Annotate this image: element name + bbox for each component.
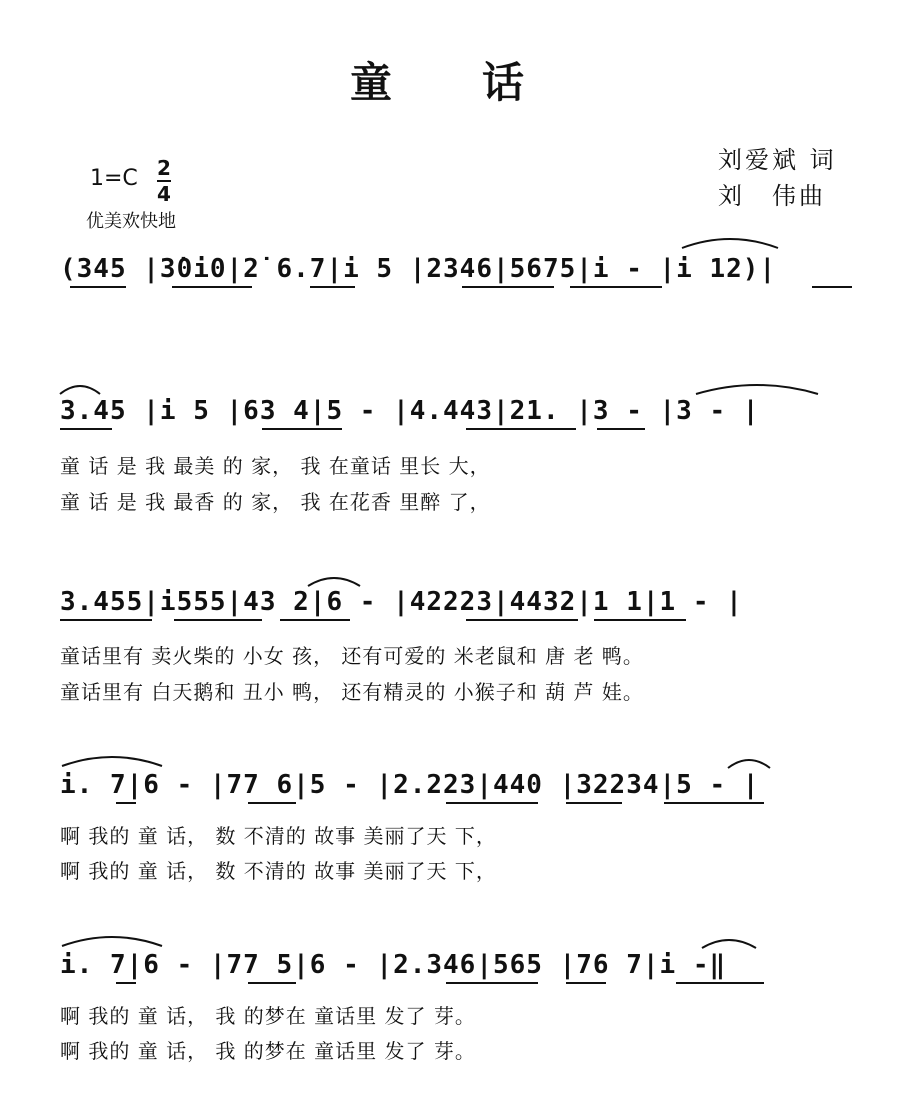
lyric-3-verse-1: 童话里有 卖火柴的 小女 孩， 还有可爱的 米老鼠和 唐 老 鸭。 [60, 644, 644, 668]
time-numerator: 2 [157, 156, 171, 180]
slur-line-5a [60, 932, 164, 948]
slur-line-5b [700, 934, 758, 950]
lyric-5-verse-1: 啊 我的 童 话， 我 的梦在 童话里 发了 芽。 [60, 1004, 476, 1028]
tempo-marking: 优美欢快地 [86, 211, 176, 232]
composer-credit: 刘 伟曲 [718, 182, 826, 210]
lyric-4-verse-1: 啊 我的 童 话， 数 不清的 故事 美丽了天 下， [60, 824, 497, 848]
notation-line-2: 3.45 |i 5 |63 4|5 - |4.443|21. |3 - |3 - | [60, 396, 760, 426]
notation-line-3: 3.455|i555|43 2|6 - |42223|4432|1 1|1 - | [60, 587, 743, 617]
slur-line-2a [58, 380, 102, 396]
slur-line-3 [306, 572, 362, 588]
lyricist-credit: 刘爱斌 词 [718, 146, 837, 174]
lyric-3-verse-2: 童话里有 白天鹅和 丑小 鸭， 还有精灵的 小猴子和 葫 芦 娃。 [60, 680, 644, 704]
notation-line-1: (345 |3̇0i0|2̇ 6.7|i 5 |2346|5675|i - |i 12)| [60, 254, 777, 284]
slur-line-2b [694, 380, 820, 396]
song-title: 童 话 [350, 58, 527, 107]
lyric-2-verse-2: 童 话 是 我 最香 的 家， 我 在花香 里醉 了， [60, 490, 491, 514]
lyric-5-verse-2: 啊 我的 童 话， 我 的梦在 童话里 发了 芽。 [60, 1039, 476, 1063]
time-denominator: 4 [157, 182, 171, 206]
slur-line-1 [680, 234, 780, 250]
lyric-4-verse-2: 啊 我的 童 话， 数 不清的 故事 美丽了天 下， [60, 859, 497, 883]
time-signature [157, 157, 171, 205]
key-signature: 1=C [90, 166, 138, 191]
notation-line-5: i. 7|6 - |77 5|6 - |2.346|565 |76 7|i -‖ [60, 950, 727, 980]
lyric-2-verse-1: 童 话 是 我 最美 的 家， 我 在童话 里长 大， [60, 454, 491, 478]
slur-line-4b [726, 754, 772, 770]
notation-line-4: i. 7|6 - |77 6|5 - |2.223|440 |32234|5 - | [60, 770, 760, 800]
slur-line-4a [60, 752, 164, 768]
